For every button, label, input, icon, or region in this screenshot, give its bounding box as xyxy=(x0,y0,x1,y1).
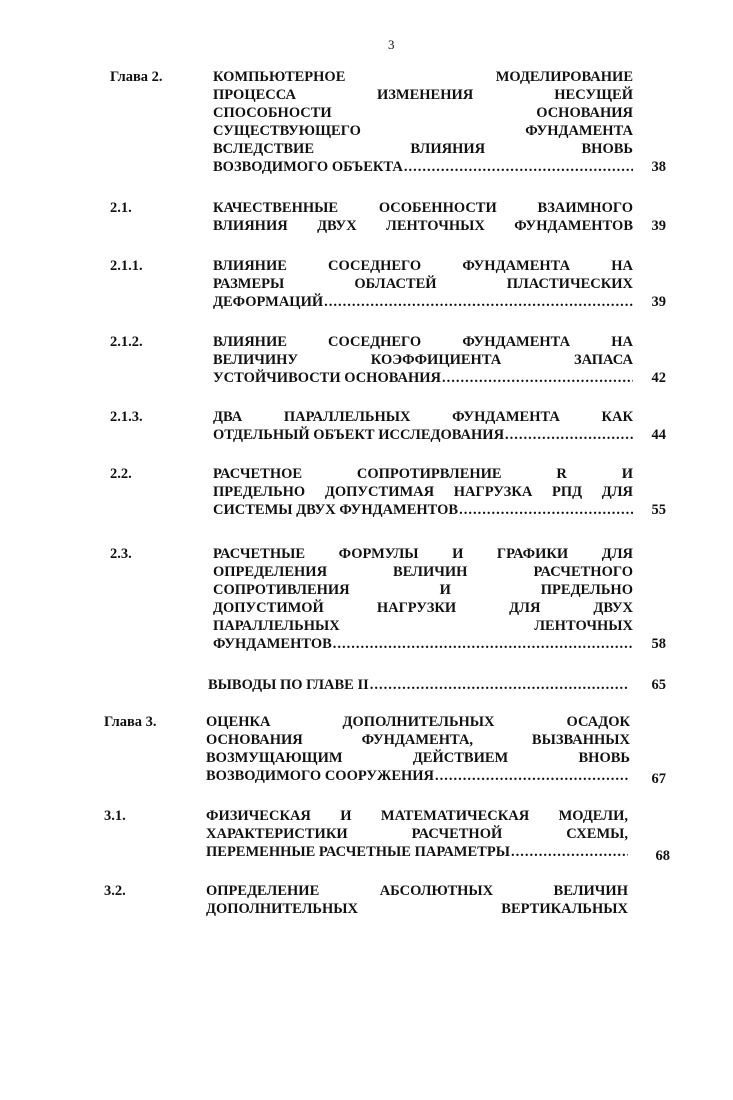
toc-entry-title xyxy=(206,882,628,918)
toc-entry-page: 68 xyxy=(655,848,670,864)
toc-entry-number: 2.3. xyxy=(110,546,132,562)
toc-entry-title xyxy=(213,408,633,444)
toc-title-line: ВЫВОДЫ ПО ГЛАВЕ II ..... xyxy=(208,676,628,694)
toc-entry-number: 2.2. xyxy=(110,466,132,482)
toc-entry-title xyxy=(213,257,633,311)
toc-entry-page: 55 xyxy=(651,502,666,518)
toc-title-line: ДОПУСТИМОЙ НАГРУЗКИ ДЛЯ ДВУХ xyxy=(213,600,633,616)
toc-entry-page: 39 xyxy=(651,218,666,234)
toc-entry-title xyxy=(213,465,633,519)
toc-title-line: ОСНОВАНИЯ ФУНДАМЕНТА, ВЫЗВАННЫХ xyxy=(206,732,630,748)
toc-entry-number: 2.1.3. xyxy=(110,409,143,425)
toc-title-line: ОТДЕЛЬНЫЙ ОБЪЕКТ ИССЛЕДОВАНИЯ ..... xyxy=(213,426,633,444)
toc-title-line: ВЛИЯНИЕ СОСЕДНЕГО ФУНДАМЕНТА НА xyxy=(213,258,633,274)
toc-title-line: ОПРЕДЕЛЕНИЕ АБСОЛЮТНЫХ ВЕЛИЧИН xyxy=(206,883,628,899)
toc-title-line: ВЛИЯНИЯ ДВУХ ЛЕНТОЧНЫХ ФУНДАМЕНТОВ xyxy=(213,218,633,234)
toc-entry-page: 39 xyxy=(651,294,666,310)
toc-title-line: РАЗМЕРЫ ОБЛАСТЕЙ ПЛАСТИЧЕСКИХ xyxy=(213,276,633,292)
dot-leader xyxy=(333,635,633,653)
toc-entry-number: 2.1.2. xyxy=(110,334,143,350)
toc-title-line: ДОПОЛНИТЕЛЬНЫХ ВЕРТИКАЛЬНЫХ xyxy=(206,901,628,917)
toc-title-line: СПОСОБНОСТИ ОСНОВАНИЯ xyxy=(213,105,633,121)
toc-entry-page: 38 xyxy=(651,159,666,175)
toc-entry-title xyxy=(213,333,633,387)
toc-title-line: ПАРАЛЛЕЛЬНЫХ ЛЕНТОЧНЫХ xyxy=(213,618,633,634)
toc-title-line: ВОЗМУЩАЮЩИМ ДЕЙСТВИЕМ ВНОВЬ xyxy=(206,750,630,766)
dot-leader xyxy=(505,426,633,444)
toc-entry-page: 44 xyxy=(651,427,666,443)
dot-leader xyxy=(404,158,633,176)
toc-title-line: СУЩЕСТВУЮЩЕГО ФУНДАМЕНТА xyxy=(213,123,633,139)
dot-leader xyxy=(511,843,628,861)
toc-title-line: УСТОЙЧИВОСТИ ОСНОВАНИЯ ..... xyxy=(213,369,633,387)
toc-entry-page: 58 xyxy=(651,636,666,652)
toc-title-line: СОПРОТИВЛЕНИЯ И ПРЕДЕЛЬНО xyxy=(213,582,633,598)
toc-entry-number: Глава 2. xyxy=(110,69,163,85)
page-number: 3 xyxy=(388,37,395,52)
toc-title-line: ВОЗВОДИМОГО СООРУЖЕНИЯ ..... xyxy=(206,767,630,785)
toc-title-line: ВОЗВОДИМОГО ОБЪЕКТА ..... xyxy=(213,158,633,176)
toc-entry-title xyxy=(206,713,630,785)
toc-title-line: ПРЕДЕЛЬНО ДОПУСТИМАЯ НАГРУЗКА PПД ДЛЯ xyxy=(213,484,633,500)
dot-leader xyxy=(370,676,628,694)
toc-title-line: ВЛИЯНИЕ СОСЕДНЕГО ФУНДАМЕНТА НА xyxy=(213,334,633,350)
toc-title-line: РАСЧЕТНЫЕ ФОРМУЛЫ И ГРАФИКИ ДЛЯ xyxy=(213,546,633,562)
dot-leader xyxy=(435,767,630,785)
toc-title-line: ОЦЕНКА ДОПОЛНИТЕЛЬНЫХ ОСАДОК xyxy=(206,714,630,730)
toc-entry-number: 3.2. xyxy=(104,883,126,899)
toc-entry-title xyxy=(208,676,628,694)
toc-title-line: СИСТЕМЫ ДВУХ ФУНДАМЕНТОВ ..... xyxy=(213,501,633,519)
toc-entry-title xyxy=(213,545,633,653)
toc-entry-title xyxy=(213,199,633,235)
toc-entry-number: 2.1.1. xyxy=(110,258,143,274)
toc-title-line: ПЕРЕМЕННЫЕ РАСЧЕТНЫЕ ПАРАМЕТРЫ ..... xyxy=(206,843,628,861)
toc-title-line: ОПРЕДЕЛЕНИЯ ВЕЛИЧИН РАСЧЕТНОГО xyxy=(213,564,633,580)
toc-title-line: ХАРАКТЕРИСТИКИ РАСЧЕТНОЙ СХЕМЫ, xyxy=(206,826,628,842)
toc-title-line: ДЕФОРМАЦИЙ ..... xyxy=(213,293,633,311)
toc-title-line: ДВА ПАРАЛЛЕЛЬНЫХ ФУНДАМЕНТА КАК xyxy=(213,409,633,425)
dot-leader xyxy=(459,501,633,519)
toc-entry-number: Глава 3. xyxy=(104,714,157,730)
toc-title-line: ВЕЛИЧИНУ КОЭФФИЦИЕНТА ЗАПАСА xyxy=(213,352,633,368)
toc-entry-title xyxy=(213,68,633,176)
toc-title-line: КАЧЕСТВЕННЫЕ ОСОБЕННОСТИ ВЗАИМНОГО xyxy=(213,200,633,216)
toc-title-line: КОМПЬЮТЕРНОЕ МОДЕЛИРОВАНИЕ xyxy=(213,69,633,85)
toc-entry-page: 67 xyxy=(651,771,666,787)
toc-title-line: ФУНДАМЕНТОВ ..... xyxy=(213,635,633,653)
toc-title-line: РАСЧЕТНОЕ СОПРОТИРВЛЕНИЕ R И xyxy=(213,466,633,482)
dot-leader xyxy=(442,369,633,387)
toc-entry-number: 2.1. xyxy=(110,200,132,216)
toc-title-line: ФИЗИЧЕСКАЯ И МАТЕМАТИЧЕСКАЯ МОДЕЛИ, xyxy=(206,808,628,824)
toc-entry-title xyxy=(206,807,628,861)
toc-entry-page: 42 xyxy=(651,370,666,386)
toc-entry-page: 65 xyxy=(651,677,666,693)
toc-entry-number: 3.1. xyxy=(104,808,126,824)
toc-title-line: ВСЛЕДСТВИЕ ВЛИЯНИЯ ВНОВЬ xyxy=(213,141,633,157)
dot-leader xyxy=(324,293,633,311)
toc-title-line: ПРОЦЕССА ИЗМЕНЕНИЯ НЕСУЩЕЙ xyxy=(213,87,633,103)
